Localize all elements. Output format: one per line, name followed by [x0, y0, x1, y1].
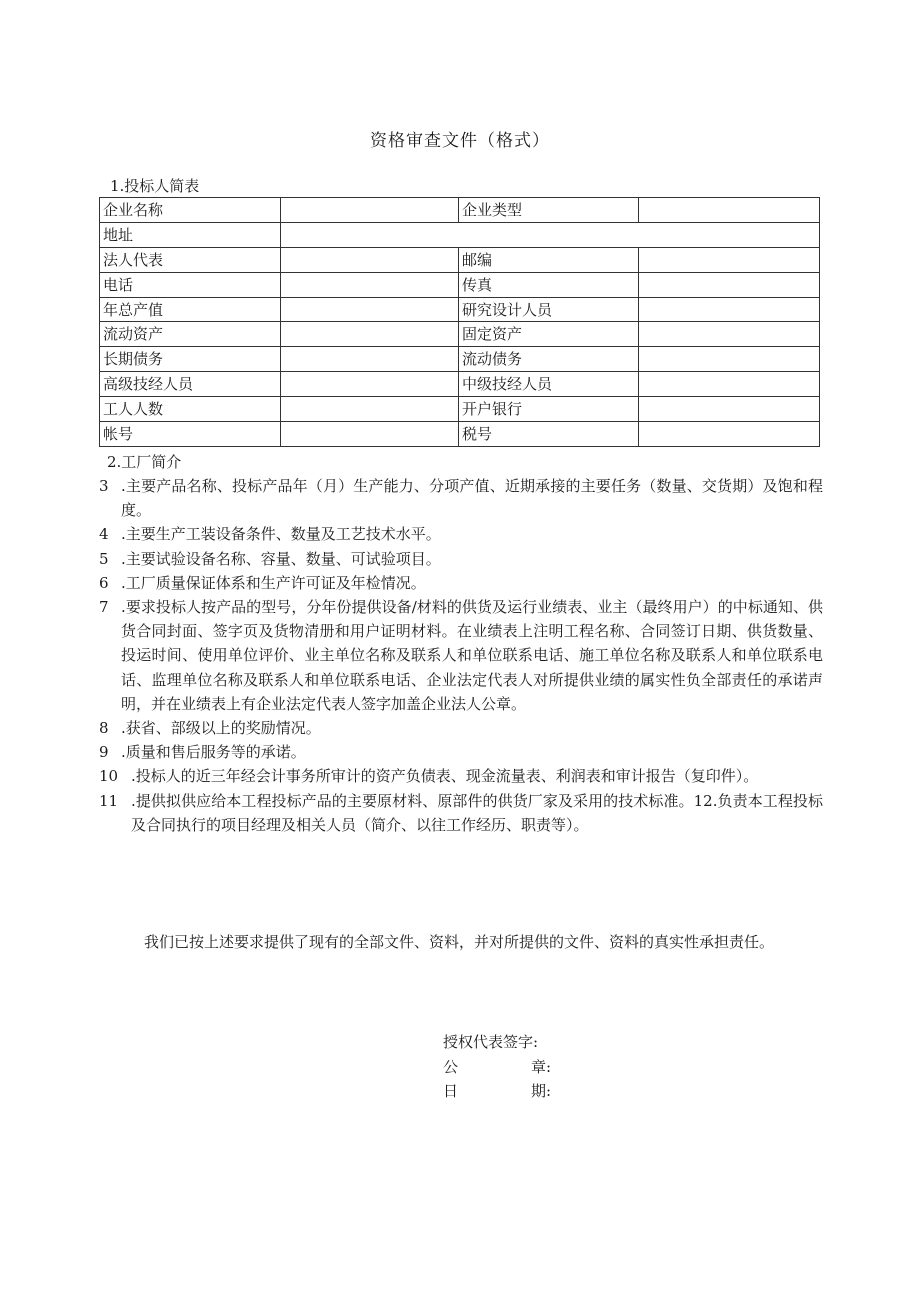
table-cell-value: [639, 322, 820, 347]
profile-table-row: [100, 297, 820, 322]
table-cell-label: 高级技经人员: [100, 372, 281, 397]
signature-date-row: [443, 1079, 551, 1104]
table-cell-label: 税号: [459, 422, 639, 447]
table-cell-label: 地址: [100, 222, 281, 247]
declaration-text: 我们已按上述要求提供了现有的全部文件、资料，并对所提供的文件、资料的真实性承担责任。: [144, 933, 775, 951]
list-item-text: .主要生产工装设备条件、数量及工艺技术水平。: [121, 525, 441, 544]
list-item-number: 7: [99, 598, 109, 617]
table-cell-label: 中级技经人员: [459, 372, 639, 397]
section-heading-factory-intro: 2.工厂简介: [107, 453, 182, 471]
seal-label-left: 公: [443, 1057, 459, 1076]
section-heading-bidder-profile: 1.投标人简表: [110, 177, 200, 195]
profile-table-row: [100, 372, 820, 397]
profile-table-row: [100, 222, 820, 247]
profile-table-row: [100, 247, 820, 272]
table-cell-value: [281, 247, 459, 272]
table-cell-value: [639, 422, 820, 447]
list-item: [99, 764, 823, 788]
profile-table-row: [100, 322, 820, 347]
list-item-number: 3: [99, 477, 109, 495]
signature-block: [443, 1030, 551, 1104]
table-cell-value: [639, 272, 820, 297]
table-cell-value: [281, 347, 459, 372]
requirement-list: [99, 474, 823, 837]
table-cell-label: 邮编: [459, 247, 639, 272]
table-cell-label: 企业名称: [100, 198, 281, 223]
list-item-number: 9: [99, 743, 109, 762]
list-item-text: .提供拟供应给本工程投标产品的主要原材料、原部件的供货厂家及采用的技术标准。12.负责本工程投标及合同执行的项目经理及相关人员（简介、以往工作经历、职责等）。: [131, 791, 823, 834]
list-item: [99, 740, 823, 764]
list-item-text: .投标人的近三年经会计事务所审计的资产负债表、现金流量表、利润表和审计报告（复印件）。: [131, 767, 759, 786]
list-item: [99, 571, 823, 595]
table-cell-label: 帐号: [100, 422, 281, 447]
table-cell-value: [639, 347, 820, 372]
table-cell-label: 流动资产: [100, 322, 281, 347]
profile-table-row: [100, 422, 820, 447]
profile-table-body: [100, 198, 820, 447]
table-cell-label: 法人代表: [100, 247, 281, 272]
list-item-text: .工厂质量保证体系和生产许可证及年检情况。: [121, 573, 426, 592]
list-item-text: .主要产品名称、投标产品年（月）生产能力、分项产值、近期承接的主要任务（数量、交货期）及饱和程度。: [121, 477, 823, 520]
list-item-number: 8: [99, 719, 109, 738]
table-cell-value: [281, 322, 459, 347]
table-cell-label: 流动债务: [459, 347, 639, 372]
table-cell-label: 电话: [100, 272, 281, 297]
list-item: [99, 522, 823, 546]
table-cell-value: [639, 397, 820, 422]
table-cell-value: [639, 198, 820, 223]
signature-rep-label: 授权代表签字:: [443, 1033, 539, 1051]
table-cell-value: [281, 297, 459, 322]
table-cell-label: 研究设计人员: [459, 297, 639, 322]
list-item-number: 4: [99, 525, 109, 544]
profile-table-row: [100, 397, 820, 422]
table-cell-value: [639, 372, 820, 397]
list-item: [99, 789, 823, 837]
table-cell-label: 固定资产: [459, 322, 639, 347]
table-cell-value: [281, 272, 459, 297]
list-item: [99, 547, 823, 571]
page-title: 资格审查文件（格式）: [370, 131, 550, 151]
table-cell-label: 工人人数: [100, 397, 281, 422]
table-cell-label: 长期债务: [100, 347, 281, 372]
list-item-number: 10: [99, 767, 119, 786]
list-item-text: .获省、部级以上的奖励情况。: [121, 719, 321, 738]
date-label-left: 日: [443, 1082, 459, 1100]
table-cell-value: [639, 247, 820, 272]
table-cell-value: [281, 198, 459, 223]
table-cell-value: [281, 422, 459, 447]
list-item: [99, 595, 823, 716]
table-cell-label: 传真: [459, 272, 639, 297]
bidder-profile-table: [99, 197, 820, 447]
profile-table-row: [100, 347, 820, 372]
table-cell-label: 企业类型: [459, 198, 639, 223]
date-label-right: 期:: [530, 1082, 551, 1100]
list-item: [99, 716, 823, 740]
signature-rep-row: [443, 1030, 551, 1055]
list-item-number: 11: [99, 791, 119, 810]
signature-seal-row: [443, 1055, 551, 1080]
table-cell-label: 年总产值: [100, 297, 281, 322]
profile-table-row: [100, 272, 820, 297]
list-item-number: 5: [99, 549, 109, 568]
list-item-text: .质量和售后服务等的承诺。: [121, 743, 306, 762]
table-cell-value: [639, 297, 820, 322]
table-cell-value: [281, 372, 459, 397]
list-item-text: .主要试验设备名称、容量、数量、可试验项目。: [121, 549, 441, 568]
seal-label-right: 章:: [530, 1057, 551, 1076]
profile-table-row: [100, 198, 820, 223]
list-item: [99, 474, 823, 522]
list-item-number: 6: [99, 573, 109, 592]
table-cell-value: [281, 222, 820, 247]
table-cell-label: 开户银行: [459, 397, 639, 422]
table-cell-value: [281, 397, 459, 422]
list-item-text: .要求投标人按产品的型号，分年份提供设备/材料的供货及运行业绩表、业主（最终用户）的中标通知、供货合同封面、签字页及货物清册和用户证明材料。在业绩表上注明工程名称、合同签订日期、供货数量、投运时间、使用单位评价、业主单位名称及联系人和单位联系电话、施工单位名称及联系人和单位联系电话、监理单位名称及联系人和单位联系电话、企业法定代表人对所提供业绩的属实性负全部责任的承诺声明，并在业绩表上有企业法定代表人签字加盖企业法人公章。: [121, 598, 823, 713]
